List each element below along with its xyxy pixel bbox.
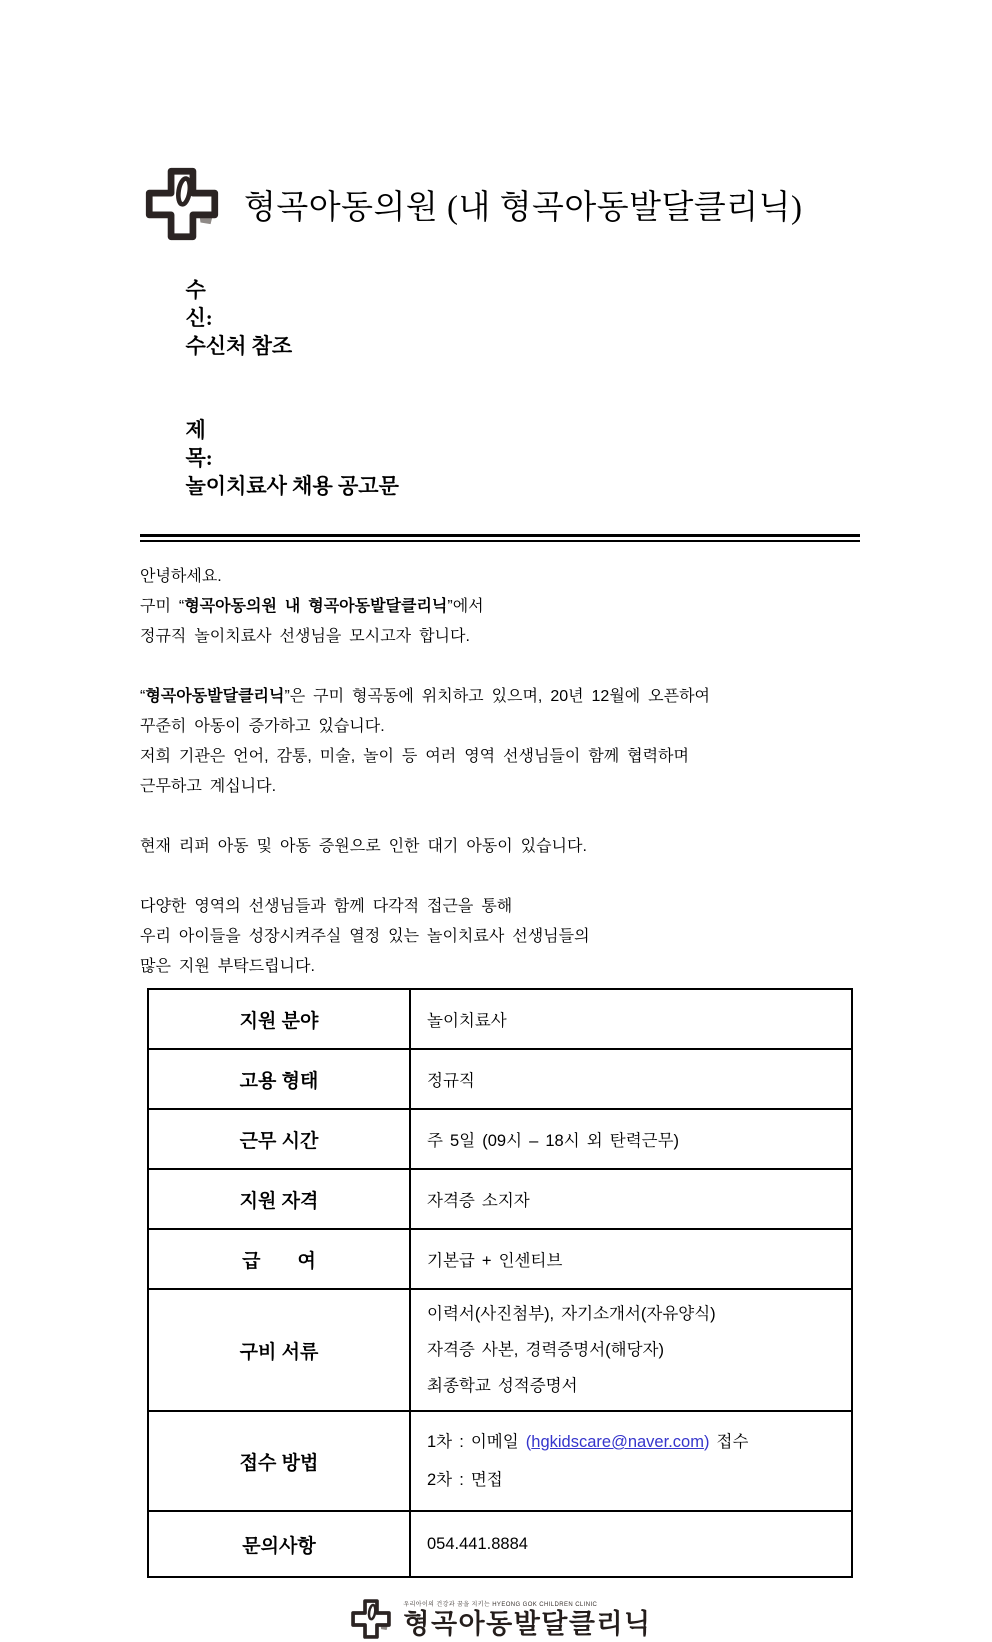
body-line: 현재 리퍼 아동 및 아동 증원으로 인한 대기 아동이 있습니다. (140, 838, 587, 855)
body-line: 근무하고 계십니다. (140, 778, 277, 795)
greeting-paragraph (140, 562, 860, 652)
footer-logo (140, 1596, 860, 1642)
apply-text-segment: 접수 (709, 1433, 749, 1451)
letter-body (140, 562, 860, 982)
body-line: 우리 아이들을 성장시켜주실 열정 있는 놀이치료사 선생님들의 (140, 928, 590, 945)
required-doc-line: 자격증 사본, 경력증명서(해당자) (427, 1341, 664, 1359)
table-row-label: 급 여 (148, 1229, 410, 1289)
required-doc-line: 이력서(사진첨부), 자기소개서(자유양식) (427, 1305, 716, 1323)
clinic-name-bold: 형곡아동발달클리닉 (145, 688, 285, 705)
paren-open: ( (525, 1433, 532, 1451)
table-row-label: 접수 방법 (148, 1411, 410, 1511)
clinic-logo-icon (140, 162, 224, 246)
table-row (148, 1411, 852, 1511)
subject-label-key2: 목: (185, 446, 213, 470)
body-line: 꾸준히 아동이 증가하고 있습니다. (140, 718, 385, 735)
table-row-value: 놀이치료사 (410, 989, 852, 1049)
required-doc-line: 최종학교 성적증명서 (427, 1377, 578, 1395)
table-row (148, 989, 852, 1049)
recipient-value: 수신처 참조 (185, 334, 293, 358)
subject-line (154, 388, 860, 528)
body-text-segment: ”에서 (447, 598, 484, 615)
subject-label-key: 제 (185, 418, 206, 442)
body-line (140, 592, 860, 622)
job-info-table (147, 988, 853, 1578)
body-text-segment: ”은 구미 형곡동에 위치하고 있으며, 20년 12월에 오픈하여 (284, 688, 710, 705)
footer-tagline: 우리아이의 건강과 꿈을 지키는 HYEONG GOK CHILDREN CLINIC (403, 1602, 598, 1609)
table-row-label: 고용 형태 (148, 1049, 410, 1109)
body-line: 다양한 영역의 선생님들과 함께 다각적 접근을 통해 (140, 898, 513, 915)
email-link[interactable]: hgkidscare@naver.com (531, 1433, 704, 1451)
table-row (148, 1289, 852, 1411)
table-row-value: 기본급 + 인센티브 (410, 1229, 852, 1289)
table-row (148, 1049, 852, 1109)
waiting-children-paragraph (140, 832, 860, 862)
page-title: 형곡아동의원 (내 형곡아동발달클리닉) (244, 189, 803, 226)
table-row-label: 근무 시간 (148, 1109, 410, 1169)
footer-brand-name: 형곡아동발달클리닉 (403, 1609, 652, 1640)
paren-close: ) (703, 1433, 710, 1451)
table-row-value: 자격증 소지자 (410, 1169, 852, 1229)
table-row (148, 1169, 852, 1229)
table-row (148, 1109, 852, 1169)
table-row-label: 지원 자격 (148, 1169, 410, 1229)
body-text-segment: “ (140, 688, 146, 705)
clinic-intro-paragraph (140, 682, 860, 802)
clinic-name-bold: 형곡아동의원 내 형곡아동발달클리닉 (184, 598, 448, 615)
body-line: 많은 지원 부탁드립니다. (140, 958, 315, 975)
apply-step-line: 2차 : 면접 (427, 1471, 503, 1489)
apply-text-segment: 1차 : 이메일 (427, 1433, 526, 1451)
header-divider (140, 534, 860, 542)
table-row-label: 지원 분야 (148, 989, 410, 1049)
table-row (148, 1511, 852, 1577)
footer-brand-block (403, 1599, 651, 1638)
document-header (140, 162, 860, 246)
body-line (140, 682, 860, 712)
table-row-label: 문의사항 (148, 1511, 410, 1577)
table-row-value (410, 1411, 852, 1511)
body-text-segment: 구미 “ (140, 598, 185, 615)
body-line: 저희 기관은 언어, 감통, 미술, 놀이 등 여러 영역 선생님들이 함께 협력하며 (140, 748, 689, 765)
body-line: 정규직 놀이치료사 선생님을 모시고자 합니다. (140, 628, 470, 645)
body-line: 안녕하세요. (140, 568, 222, 585)
table-row-value (410, 1289, 852, 1411)
recipient-label-key: 수 (185, 278, 206, 302)
subject-value: 놀이치료사 채용 공고문 (185, 474, 399, 498)
table-row-value: 정규직 (410, 1049, 852, 1109)
document-meta (140, 248, 860, 528)
clinic-logo-icon (348, 1596, 394, 1642)
table-row-label: 구비 서류 (148, 1289, 410, 1411)
recipient-label-key2: 신: (185, 306, 213, 330)
apply-step-line (427, 1423, 841, 1461)
closing-paragraph (140, 892, 860, 982)
table-row (148, 1229, 852, 1289)
table-row-value: 주 5일 (09시 – 18시 외 탄력근무) (410, 1109, 852, 1169)
contact-phone-number: 054.441.8884 (410, 1511, 852, 1577)
recipient-line (154, 248, 860, 388)
